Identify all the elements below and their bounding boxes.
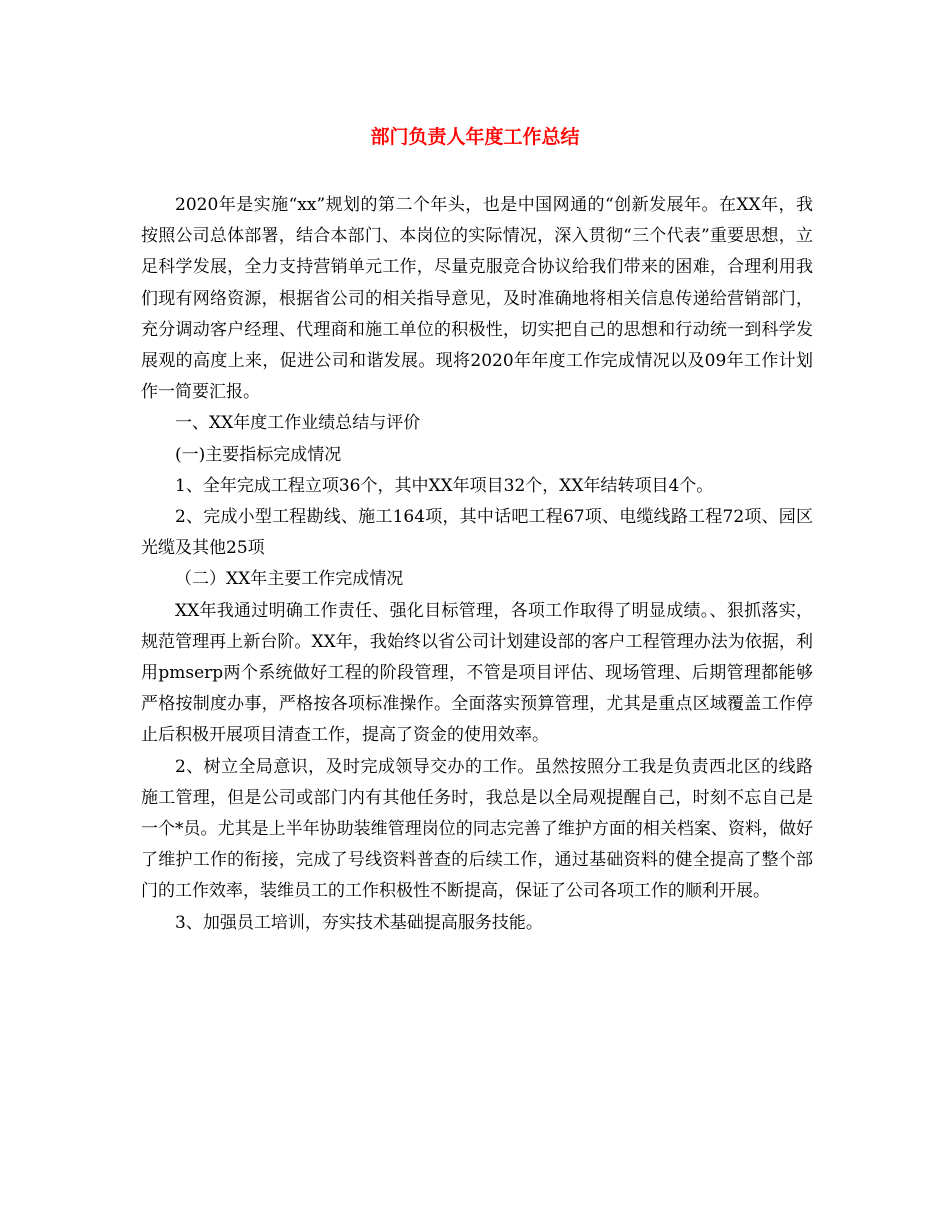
subsection-heading: (一)主要指标完成情况: [175, 444, 342, 465]
body-paragraph: 3、加强员工培训，夯实技术基础提高服务技能。: [175, 912, 543, 933]
intro-paragraph: 2020年是实施“xx”规划的第二个年头，也是中国网通的“创新发展年。在XX年，我按照公司总体部署，结合本部门、本岗位的实际情况，深入贯彻“三个代表”重要思想，立足科学发展，全力支持营销单元工作，尽量克服竞合协议给我们带来的困难，合理利用我们现有网络资源，根据省公司的相关指导意见，及时准确地将相关信息传递给营销部门，充分调动客户经理、代理商和施工单位的积极性，切实把自己的思想和行动统一到科学发展观的高度上来，促进公司和谐发展。现将2020年年度工作完成情况以及09年工作计划作一简要汇报。: [141, 195, 813, 403]
subsection-heading: （二）XX年主要工作完成情况: [175, 569, 404, 590]
section-heading: 一、XX年度工作业绩总结与评价: [175, 413, 421, 434]
body-paragraph: 2、树立全局意识，及时完成领导交办的工作。虽然按照分工我是负责西北区的线路施工管理，但是公司或部门内有其他任务时，我总是以全局观提醒自己，时刻不忘自己是一个*员。尤其是上半年协助装维管理岗位的同志完善了维护方面的相关档案、资料，做好了维护工作的衔接，完成了号线资料普查的后续工作，通过基础资料的健全提高了整个部门的工作效率，装维员工的工作积极性不断提高，保证了公司各项工作的顺利开展。: [141, 756, 813, 902]
document-body: [141, 190, 813, 939]
body-paragraph: XX年我通过明确工作责任、强化目标管理，各项工作取得了明显成绩。、狠抓落实，规范管理再上新台阶。XX年，我始终以省公司计划建设部的客户工程管理办法为依据，利用pmserp两个系统做好工程的阶段管理，不管是项目评估、现场管理、后期管理都能够严格按制度办事，严格按各项标准操作。全面落实预算管理，尤其是重点区域覆盖工作停止后积极开展项目清查工作，提高了资金的使用效率。: [141, 600, 813, 746]
list-item: 2、完成小型工程勘线、施工164项，其中话吧工程67项、电缆线路工程72项、园区光缆及其他25项: [141, 507, 813, 559]
document-title: 部门负责人年度工作总结: [370, 126, 580, 148]
list-item: 1、全年完成工程立项36个，其中XX年项目32个，XX年结转项目4个。: [175, 475, 714, 496]
